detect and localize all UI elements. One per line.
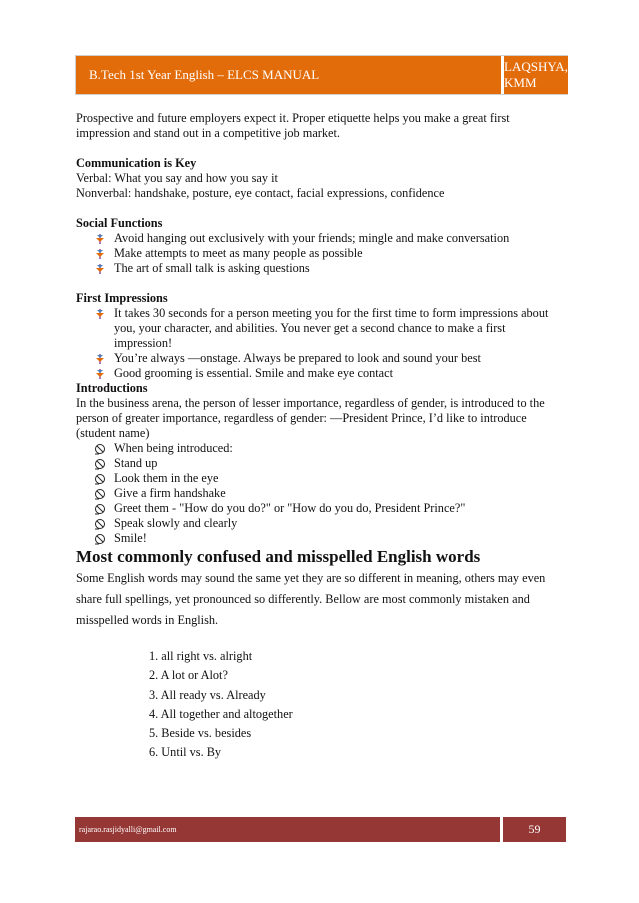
introductions-text: In the business arena, the person of lesser importance, regardless of gender, is introduced to the person of greater importance, regardless of gender: —President Prince, I’d like to introduce (student name) [76,396,545,440]
list-item: You’re always —onstage. Always be prepared to look and sound your best [94,351,566,366]
no-symbol-icon [94,458,106,470]
words-list [76,647,566,763]
pushpin-icon [94,368,106,380]
list-item: 4. All together and altogether [149,706,293,721]
list-item: Good grooming is essential. Smile and make eye contact [94,366,566,381]
list-item: Smile! [94,531,566,546]
no-symbol-icon [94,518,106,530]
pushpin-icon [94,248,106,260]
footer-email: rajarao.rasjidyalli@gmail.com [75,817,503,842]
list-item: Speak slowly and clearly [94,516,566,531]
section-paragraph: Some English words may sound the same yet they are so different in meaning, others may even share full spellings, yet pronounced so differently. Bellow are most commonly mistaken and misspelled words in English. [76,571,546,627]
list-item: Give a firm handshake [94,486,566,501]
communication-verbal: Verbal: What you say and how you say it [76,171,278,185]
page-header [75,55,568,95]
pushpin-icon [94,308,106,320]
pushpin-icon [94,233,106,245]
no-symbol-icon [94,488,106,500]
pushpin-icon [94,353,106,365]
list-item: 5. Beside vs. besides [149,726,252,741]
first-impressions-list [76,306,566,381]
communication-nonverbal: Nonverbal: handshake, posture, eye contact, facial expressions, confidence [76,186,445,200]
intro-paragraph: Prospective and future employers expect it. Proper etiquette helps you make a great first impression and stand out in a competitive job market. [76,111,510,140]
no-symbol-icon [94,533,106,545]
list-item: 1. all right vs. alright [149,649,253,663]
section-title: Most commonly confused and misspelled English words [76,547,481,566]
no-symbol-icon [94,473,106,485]
list-item: 2. A lot or Alot? [149,668,228,683]
list-item: Make attempts to meet as many people as possible [94,246,566,261]
first-impressions-heading: First Impressions [76,291,168,305]
header-right: LAQSHYA, KMM [504,56,568,94]
list-item: When being introduced: [94,441,566,456]
list-item: 3. All ready vs. Already [149,687,266,702]
list-item: It takes 30 seconds for a person meeting you for the first time to form impressions about you, your character, and abilities. You never get a second chance to make a first impression! [94,306,566,351]
list-item: The art of small talk is asking questions [94,261,566,276]
header-title: B.Tech 1st Year English – ELCS MANUAL [76,56,504,94]
communication-heading: Communication is Key [76,156,197,170]
introductions-heading: Introductions [76,381,148,395]
list-item: Avoid hanging out exclusively with your friends; mingle and make conversation [94,231,566,246]
social-heading: Social Functions [76,216,163,230]
list-item: 6. Until vs. By [149,745,222,760]
social-list [76,231,566,276]
list-item: Stand up [94,456,566,471]
page-footer [75,817,566,842]
no-symbol-icon [94,503,106,515]
page-content [76,111,566,763]
no-symbol-icon [94,443,106,455]
list-item: Look them in the eye [94,471,566,486]
introductions-list [76,441,566,546]
page-number: 59 [503,817,566,842]
list-item: Greet them - "How do you do?" or "How do you do, President Prince?" [94,501,566,516]
pushpin-icon [94,263,106,275]
